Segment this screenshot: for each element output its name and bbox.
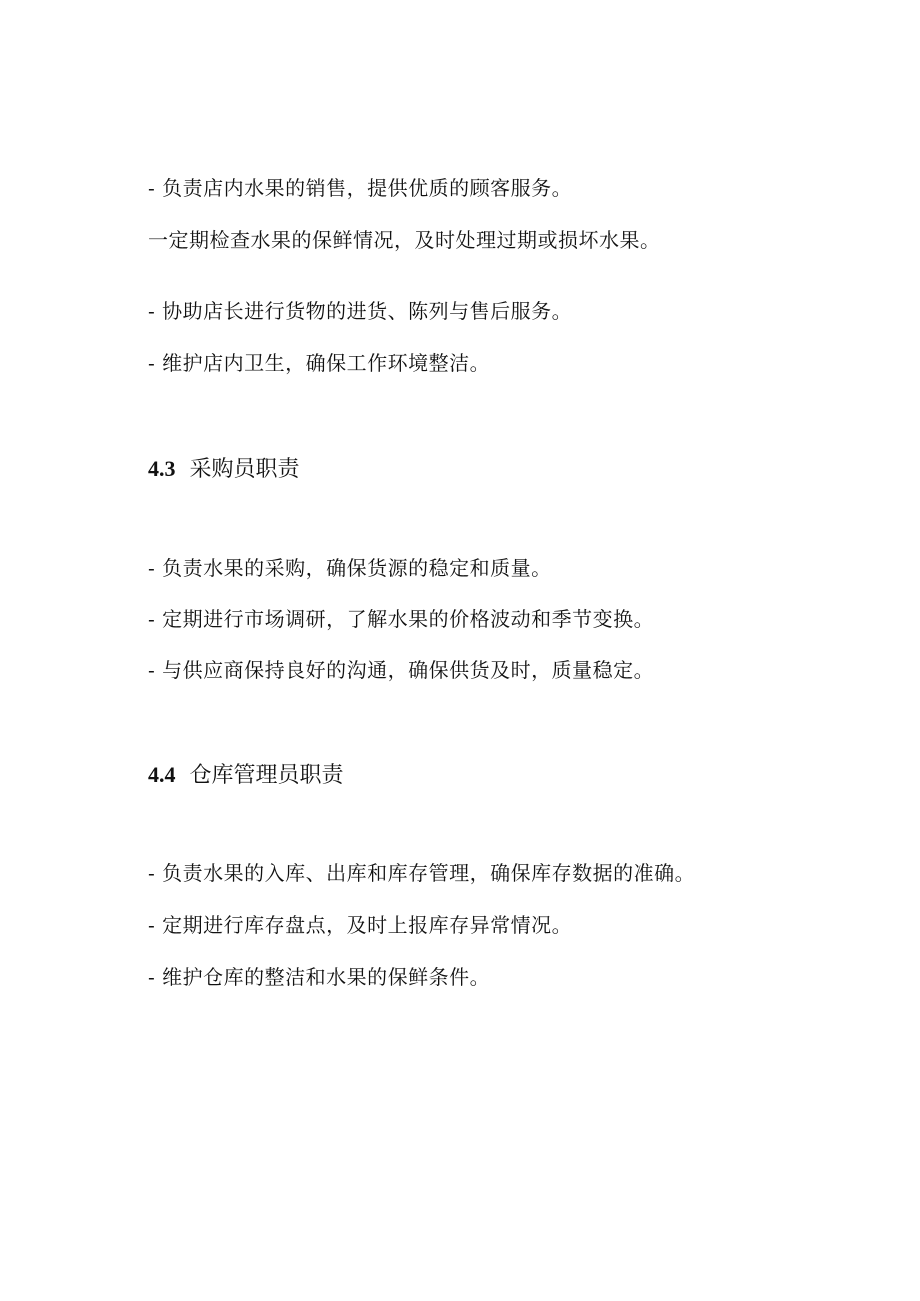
list-item: - 负责水果的采购，确保货源的稳定和质量。 — [148, 556, 552, 580]
list-item: - 维护店内卫生，确保工作环境整洁。 — [148, 351, 491, 375]
list-item: - 维护仓库的整洁和水果的保鲜条件。 — [148, 965, 491, 989]
section-heading-4-3 — [148, 454, 300, 485]
list-item: 一定期检查水果的保鲜情况，及时处理过期或损坏水果。 — [148, 228, 661, 252]
section-number: 4.4 — [148, 762, 176, 787]
section-title: 采购员职责 — [189, 457, 300, 482]
section-number: 4.3 — [148, 456, 176, 481]
list-item: - 定期进行市场调研，了解水果的价格波动和季节变换。 — [148, 607, 655, 631]
list-item: - 与供应商保持良好的沟通，确保供货及时，质量稳定。 — [148, 658, 655, 682]
section-title: 仓库管理员职责 — [189, 763, 344, 788]
list-item: - 负责水果的入库、出库和库存管理，确保库存数据的准确。 — [148, 861, 696, 885]
section-heading-4-4 — [148, 760, 344, 791]
list-item: - 负责店内水果的销售，提供优质的顾客服务。 — [148, 176, 573, 200]
list-item: - 定期进行库存盘点，及时上报库存异常情况。 — [148, 913, 573, 937]
list-item: - 协助店长进行货物的进货、陈列与售后服务。 — [148, 299, 573, 323]
